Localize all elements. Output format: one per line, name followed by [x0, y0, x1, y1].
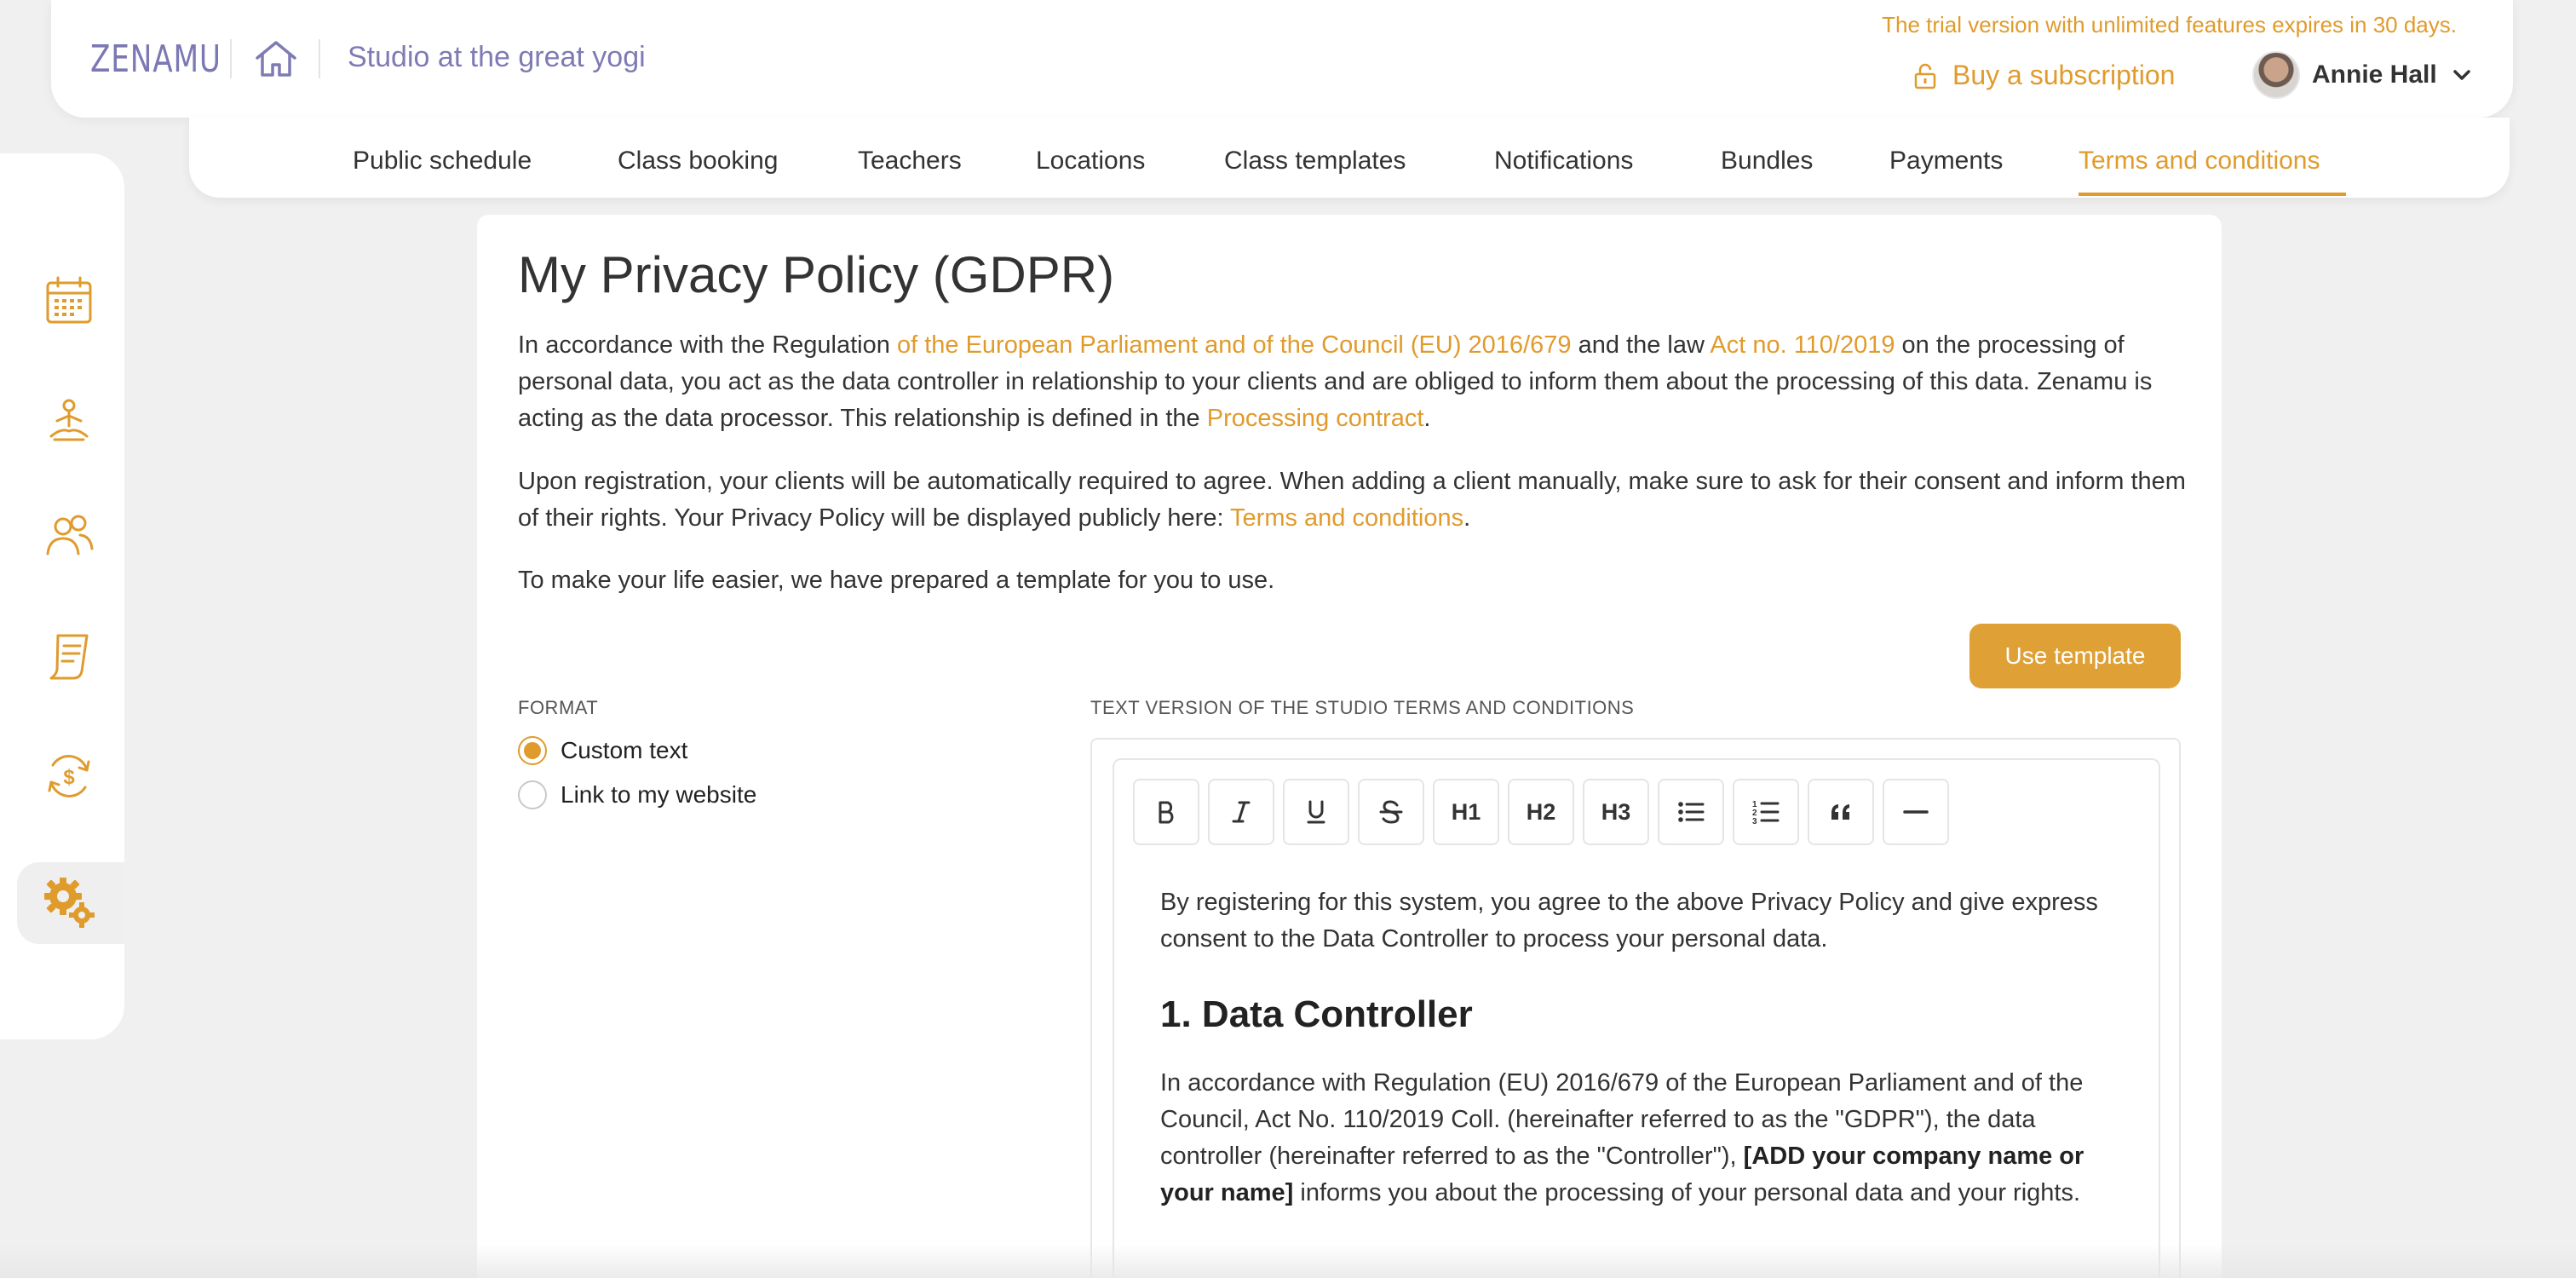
home-icon[interactable] — [254, 39, 298, 78]
bold-button[interactable] — [1133, 779, 1199, 845]
settings-icon[interactable] — [43, 876, 95, 929]
format-label: FORMAT — [518, 697, 599, 718]
template-paragraph: To make your life easier, we have prepared a template for you to use. — [518, 567, 1275, 594]
consent-text: Upon registration, your clients will be automatically required to agree. When adding a client manually, make sure to ask for their consent and inform them of their rights. Your Privacy Policy will be displayed publicly here: — [518, 468, 2186, 532]
avatar — [2252, 51, 2300, 99]
left-sidebar — [0, 153, 124, 1039]
settings-tabs — [189, 118, 2510, 198]
editor-body-text: informs you about the processing of your personal data and your rights. — [1293, 1179, 2081, 1206]
editor-body-text: In accordance with Regulation (EU) 2016/679 of the European Parliament and of the Council, Act No. 110/2019 Coll. (hereinafter referred to as the "GDPR"), the data controller (hereinafter referred to as the "Controller"), — [1160, 1069, 2084, 1170]
strikethrough-icon — [1379, 799, 1403, 825]
privacy-policy-card — [477, 215, 2222, 1278]
tab-public-schedule[interactable]: Public schedule — [353, 147, 532, 175]
consent-text: . — [1463, 504, 1471, 532]
use-template-button[interactable]: Use template — [1969, 624, 2181, 688]
italic-button[interactable] — [1208, 779, 1274, 845]
calendar-icon[interactable] — [43, 274, 95, 327]
tab-terms-and-conditions[interactable]: Terms and conditions — [2079, 147, 2320, 175]
editor-frame — [1113, 758, 2160, 1278]
bottom-fade — [0, 1244, 2576, 1278]
buy-subscription-link[interactable] — [1913, 60, 2175, 91]
yoga-icon[interactable] — [43, 395, 95, 448]
chevron-down-icon — [2449, 66, 2475, 83]
format-option-custom-text[interactable] — [518, 736, 687, 765]
studio-name[interactable]: Studio at the great yogi — [348, 41, 646, 73]
heading3-button[interactable] — [1583, 779, 1649, 845]
user-name: Annie Hall — [2312, 60, 2437, 89]
receipt-icon[interactable] — [43, 630, 95, 683]
radio-button[interactable] — [518, 736, 547, 765]
tab-payments[interactable]: Payments — [1889, 147, 2004, 175]
top-header — [51, 0, 2513, 118]
horizontal-rule-icon — [1903, 808, 1929, 816]
svg-text:2: 2 — [1752, 809, 1757, 818]
h1-label: H1 — [1451, 798, 1481, 825]
radio-button[interactable] — [518, 780, 547, 809]
numbered-list-button[interactable] — [1733, 779, 1799, 845]
intro-text: In accordance with the Regulation — [518, 331, 897, 359]
tab-class-templates[interactable]: Class templates — [1224, 147, 1406, 175]
header-divider — [319, 39, 320, 78]
format-option-link-to-website[interactable] — [518, 780, 756, 809]
editor-content[interactable] — [1160, 884, 2123, 1212]
rich-text-editor — [1090, 738, 2181, 1278]
terms-and-conditions-link[interactable]: Terms and conditions — [1230, 504, 1464, 532]
users-icon[interactable] — [43, 509, 95, 562]
active-tab-indicator — [2079, 193, 2346, 196]
underline-icon — [1305, 799, 1327, 825]
header-divider — [230, 39, 232, 78]
payments-icon[interactable] — [43, 750, 95, 803]
processing-contract-link[interactable]: Processing contract — [1206, 405, 1424, 432]
page-title: My Privacy Policy (GDPR) — [518, 246, 1115, 303]
intro-text: on the processing of personal data, you act as the data controller in relationship to your clients and are obliged to inform them about the processing of this data. Zenamu is acting as the data processor. This relationship is defined in the — [518, 331, 2153, 432]
editor-intro: By registering for this system, you agree to the above Privacy Policy and give express consent to the Data Controller to process your personal data. — [1160, 889, 2098, 953]
tab-teachers[interactable]: Teachers — [858, 147, 962, 175]
tab-locations[interactable]: Locations — [1036, 147, 1146, 175]
svg-text:3: 3 — [1752, 817, 1757, 825]
heading1-button[interactable] — [1433, 779, 1499, 845]
bullet-list-button[interactable] — [1658, 779, 1724, 845]
underline-button[interactable] — [1283, 779, 1349, 845]
zenamu-logo[interactable]: ZENAMU — [90, 37, 221, 81]
h3-label: H3 — [1601, 798, 1631, 825]
intro-text: and the law — [1571, 331, 1711, 359]
svg-text:$: $ — [63, 766, 75, 789]
intro-paragraph — [518, 327, 2188, 437]
tab-notifications[interactable]: Notifications — [1494, 147, 1634, 175]
buy-subscription-label: Buy a subscription — [1952, 60, 2176, 90]
editor-placeholder-bold: [ADD your company name or your name] — [1160, 1143, 2084, 1206]
tab-class-booking[interactable]: Class booking — [618, 147, 779, 175]
bold-icon — [1155, 800, 1177, 824]
svg-text:1: 1 — [1752, 800, 1757, 809]
editor-label: TEXT VERSION OF THE STUDIO TERMS AND CONDITIONS — [1090, 697, 1635, 718]
trial-note: The trial version with unlimited features expires in 30 days. — [1882, 12, 2457, 37]
act-link[interactable]: Act no. 110/2019 — [1710, 331, 1895, 359]
horizontal-rule-button[interactable] — [1883, 779, 1949, 845]
quote-icon — [1829, 803, 1853, 821]
italic-icon — [1230, 800, 1252, 824]
strikethrough-button[interactable] — [1358, 779, 1424, 845]
radio-label: Link to my website — [561, 781, 757, 808]
bullet-list-icon — [1677, 801, 1705, 823]
editor-toolbar — [1133, 779, 1949, 845]
gdpr-regulation-link[interactable]: of the European Parliament and of the Council (EU) 2016/679 — [896, 331, 1572, 359]
tab-bundles[interactable]: Bundles — [1721, 147, 1814, 175]
numbered-list-icon — [1752, 799, 1780, 825]
radio-label: Custom text — [561, 737, 688, 763]
h2-label: H2 — [1526, 798, 1556, 825]
user-menu[interactable] — [2252, 51, 2475, 99]
intro-text: . — [1423, 405, 1431, 432]
consent-paragraph — [518, 463, 2188, 537]
heading2-button[interactable] — [1508, 779, 1574, 845]
editor-heading: 1. Data Controller — [1160, 993, 1473, 1035]
editor-body — [1160, 1065, 2123, 1212]
lock-icon — [1913, 62, 1937, 89]
quote-button[interactable] — [1808, 779, 1874, 845]
